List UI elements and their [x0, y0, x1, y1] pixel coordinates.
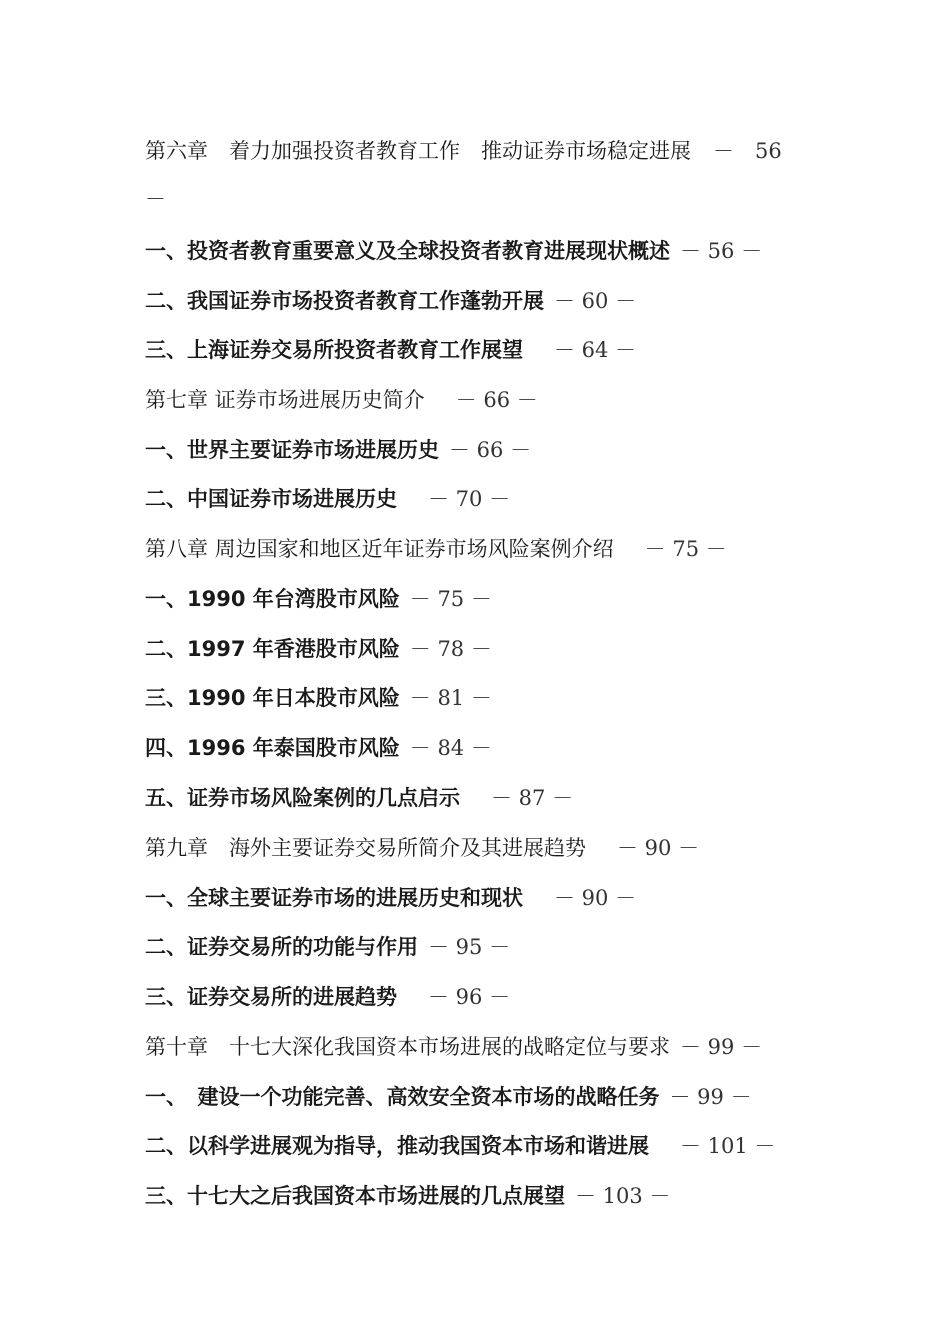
toc-entry-title: 二、1997 年香港股市风险	[145, 637, 400, 661]
toc-entry-title: 第八章 周边国家和地区近年证券市场风险案例介绍	[145, 537, 614, 561]
toc-entry-title: 一、1990 年台湾股市风险	[145, 587, 400, 611]
toc-entry-section[interactable]	[145, 1183, 670, 1209]
toc-entry-section[interactable]	[145, 636, 492, 662]
toc-page-number: － 60 －	[554, 289, 637, 313]
toc-entry-section[interactable]	[145, 685, 492, 711]
toc-page-number: － 56	[713, 139, 782, 163]
toc-entry-title: 三、证券交易所的进展趋势	[145, 985, 397, 1009]
toc-entry-section[interactable]	[145, 885, 636, 911]
toc-page-number: － 66 －	[449, 438, 532, 462]
toc-entry-title: 一、投资者教育重要意义及全球投资者教育进展现状概述	[145, 239, 670, 263]
toc-entry-title: 三、上海证券交易所投资者教育工作展望	[145, 338, 523, 362]
toc-entry-section[interactable]	[145, 1133, 775, 1159]
toc-page-number: － 64 －	[533, 338, 637, 362]
toc-page-number: － 70 －	[407, 487, 511, 511]
toc-entry-title: 一、世界主要证券市场进展历史	[145, 438, 439, 462]
toc-page-number: － 96 －	[407, 985, 511, 1009]
toc-page-number: － 75 －	[409, 587, 492, 611]
toc-entry-title: 一、全球主要证券市场的进展历史和现状	[145, 886, 523, 910]
toc-entry-section[interactable]	[145, 238, 762, 264]
toc-page-number: － 99 －	[669, 1085, 752, 1109]
toc-entry-section[interactable]	[145, 288, 636, 314]
toc-page-number: － 103 －	[575, 1184, 671, 1208]
toc-entry-section[interactable]	[145, 984, 510, 1010]
toc-entry-title: 一、 建设一个功能完善、高效安全资本市场的战略任务	[145, 1085, 660, 1109]
toc-page-number: － 90 －	[596, 836, 700, 860]
toc-entry-title: 三、1990 年日本股市风险	[145, 686, 400, 710]
toc-entry-chapter-8[interactable]	[145, 536, 727, 562]
toc-entry-title: 二、我国证券市场投资者教育工作蓬勃开展	[145, 289, 544, 313]
toc-entry-section[interactable]	[145, 785, 573, 811]
toc-entry-title: 第六章 着力加强投资者教育工作 推动证券市场稳定进展	[145, 139, 691, 163]
toc-page-number: － 101 －	[659, 1134, 776, 1158]
toc-entry-section[interactable]	[145, 735, 492, 761]
toc-entry-section[interactable]	[145, 486, 510, 512]
toc-entry-title: 第九章 海外主要证券交易所简介及其进展趋势	[145, 836, 586, 860]
toc-entry-title: 四、1996 年泰国股市风险	[145, 736, 400, 760]
toc-entry-title: 三、十七大之后我国资本市场进展的几点展望	[145, 1184, 565, 1208]
toc-page-number: － 84 －	[409, 736, 492, 760]
toc-entry-section[interactable]	[145, 586, 492, 612]
toc-page-number: － 56 －	[680, 239, 763, 263]
toc-page-number: － 99 －	[680, 1035, 763, 1059]
toc-page-number: － 90 －	[533, 886, 637, 910]
toc-entry-section[interactable]	[145, 337, 636, 363]
toc-page-number: － 87 －	[470, 786, 574, 810]
toc-entry-chapter-6[interactable]	[145, 138, 782, 164]
toc-entry-section[interactable]	[145, 934, 510, 960]
toc-entry-title: 第七章 证券市场进展历史简介	[145, 388, 425, 412]
toc-entry-section[interactable]	[145, 437, 531, 463]
toc-page-number: － 81 －	[409, 686, 492, 710]
toc-page-number: － 78 －	[409, 637, 492, 661]
toc-entry-chapter-9[interactable]	[145, 835, 699, 861]
toc-entry-continuation: －	[145, 187, 166, 211]
toc-entry-title: 二、证券交易所的功能与作用	[145, 935, 418, 959]
toc-entry-chapter-7[interactable]	[145, 387, 538, 413]
toc-entry-title: 五、证券市场风险案例的几点启示	[145, 786, 460, 810]
toc-entry-title: 第十章 十七大深化我国资本市场进展的战略定位与要求	[145, 1035, 670, 1059]
toc-page-number: － 75 －	[623, 537, 727, 561]
toc-entry-title: 二、中国证券市场进展历史	[145, 487, 397, 511]
toc-page-number: － 66 －	[434, 388, 538, 412]
toc-page-number: － 95 －	[428, 935, 511, 959]
toc-entry-title: 二、以科学进展观为指导，推动我国资本市场和谐进展	[145, 1134, 649, 1158]
toc-entry-section[interactable]	[145, 1084, 752, 1110]
toc-entry-chapter-10[interactable]	[145, 1034, 762, 1060]
